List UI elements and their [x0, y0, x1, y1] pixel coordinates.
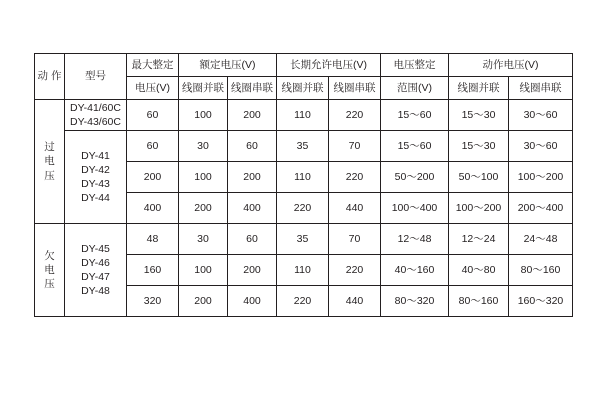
cell-max: 60 — [127, 131, 179, 162]
cell-max: 160 — [127, 255, 179, 286]
cell-action-series: 30～60 — [509, 100, 573, 131]
header-long-parallel: 线圈并联 — [277, 77, 329, 100]
header-max-setting-voltage-line2: 电压(V) — [127, 77, 179, 100]
model-name: DY-43/60C — [70, 116, 121, 128]
header-long-term-voltage: 长期允许电压(V) — [277, 54, 381, 77]
cell-range: 40～160 — [381, 255, 449, 286]
cell-long-series: 440 — [329, 193, 381, 224]
action-char: 欠 — [44, 249, 55, 262]
action-char: 电 — [44, 155, 55, 168]
cell-long-series: 70 — [329, 131, 381, 162]
model-name: DY-45 — [81, 242, 110, 255]
cell-rated-series: 400 — [228, 286, 277, 317]
cell-long-parallel: 110 — [277, 255, 329, 286]
model-cell — [65, 224, 127, 317]
cell-rated-series: 200 — [228, 162, 277, 193]
cell-long-series: 220 — [329, 100, 381, 131]
cell-action-series: 200～400 — [509, 193, 573, 224]
action-char: 过 — [44, 141, 55, 154]
cell-rated-parallel: 200 — [179, 193, 228, 224]
header-model: 型号 — [65, 54, 127, 100]
cell-action-series: 100～200 — [509, 162, 573, 193]
header-action-parallel: 线圈并联 — [449, 77, 509, 100]
cell-long-parallel: 220 — [277, 193, 329, 224]
table-row — [35, 131, 573, 162]
header-action-voltage: 动作电压(V) — [449, 54, 573, 77]
header-max-setting-voltage-line1: 最大整定 — [127, 54, 179, 77]
header-rated-voltage: 额定电压(V) — [179, 54, 277, 77]
header-voltage-setting-range-line1: 电压整定 — [381, 54, 449, 77]
cell-rated-series: 60 — [228, 131, 277, 162]
cell-max: 400 — [127, 193, 179, 224]
cell-max: 48 — [127, 224, 179, 255]
cell-max: 60 — [127, 100, 179, 131]
model-name: DY-43 — [81, 178, 110, 190]
cell-long-series: 70 — [329, 224, 381, 255]
cell-rated-parallel: 100 — [179, 255, 228, 286]
cell-rated-parallel: 100 — [179, 100, 228, 131]
cell-range: 12～48 — [381, 224, 449, 255]
cell-action-parallel: 12～24 — [449, 224, 509, 255]
model-name: DY-47 — [81, 271, 110, 283]
model-name: DY-48 — [81, 285, 110, 298]
cell-action-series: 30～60 — [509, 131, 573, 162]
action-cell-overvoltage — [35, 100, 65, 224]
header-rated-series: 线圈串联 — [228, 77, 277, 100]
header-rated-parallel: 线圈并联 — [179, 77, 228, 100]
cell-rated-parallel: 30 — [179, 224, 228, 255]
header-long-series: 线圈串联 — [329, 77, 381, 100]
model-cell — [65, 100, 127, 131]
model-name: DY-41/60C — [70, 101, 121, 114]
table-row — [35, 224, 573, 255]
model-cell — [65, 131, 127, 224]
cell-action-parallel: 15～30 — [449, 131, 509, 162]
cell-rated-series: 200 — [228, 255, 277, 286]
cell-long-series: 220 — [329, 162, 381, 193]
cell-action-series: 80～160 — [509, 255, 573, 286]
cell-long-parallel: 110 — [277, 100, 329, 131]
cell-action-parallel: 40～80 — [449, 255, 509, 286]
specification-table — [34, 53, 573, 317]
cell-action-series: 24～48 — [509, 224, 573, 255]
cell-action-parallel: 80～160 — [449, 286, 509, 317]
model-name: DY-42 — [81, 163, 110, 176]
cell-range: 15～60 — [381, 131, 449, 162]
cell-action-parallel: 15～30 — [449, 100, 509, 131]
cell-rated-parallel: 30 — [179, 131, 228, 162]
action-cell-undervoltage — [35, 224, 65, 317]
header-action-series: 线圈串联 — [509, 77, 573, 100]
action-char: 压 — [44, 169, 55, 182]
cell-rated-series: 60 — [228, 224, 277, 255]
cell-range: 80～320 — [381, 286, 449, 317]
model-name: DY-44 — [81, 192, 110, 205]
cell-rated-series: 400 — [228, 193, 277, 224]
action-char: 电 — [44, 263, 55, 276]
cell-long-parallel: 35 — [277, 131, 329, 162]
cell-max: 320 — [127, 286, 179, 317]
table-row — [35, 100, 573, 131]
header-action: 动 作 — [35, 54, 65, 100]
cell-rated-parallel: 100 — [179, 162, 228, 193]
cell-range: 50～200 — [381, 162, 449, 193]
cell-long-parallel: 220 — [277, 286, 329, 317]
action-char: 压 — [44, 278, 55, 291]
table-header-row-1 — [35, 54, 573, 77]
model-name: DY-46 — [81, 256, 110, 269]
cell-long-parallel: 35 — [277, 224, 329, 255]
cell-long-series: 440 — [329, 286, 381, 317]
cell-range: 100～400 — [381, 193, 449, 224]
cell-action-series: 160～320 — [509, 286, 573, 317]
cell-range: 15～60 — [381, 100, 449, 131]
cell-long-parallel: 110 — [277, 162, 329, 193]
cell-rated-series: 200 — [228, 100, 277, 131]
cell-rated-parallel: 200 — [179, 286, 228, 317]
cell-long-series: 220 — [329, 255, 381, 286]
model-name: DY-41 — [81, 149, 110, 162]
header-voltage-setting-range-line2: 范围(V) — [381, 77, 449, 100]
cell-max: 200 — [127, 162, 179, 193]
cell-action-parallel: 100～200 — [449, 193, 509, 224]
cell-action-parallel: 50～100 — [449, 162, 509, 193]
